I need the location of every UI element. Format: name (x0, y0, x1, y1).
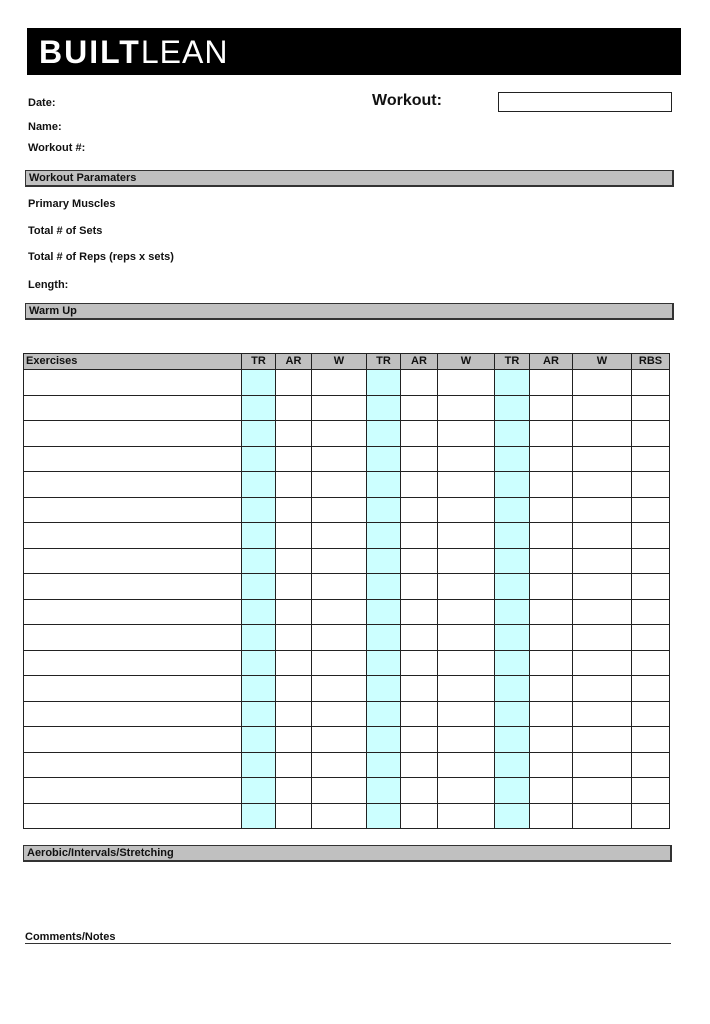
entry-cell[interactable] (401, 574, 438, 600)
exercise-table-body (24, 370, 670, 829)
entry-cell[interactable] (438, 625, 495, 651)
primary-muscles-label: Primary Muscles (28, 198, 116, 210)
entry-cell[interactable] (401, 752, 438, 778)
entry-cell[interactable] (276, 421, 312, 447)
entry-cell[interactable] (242, 472, 276, 498)
entry-cell[interactable] (367, 497, 401, 523)
entry-cell[interactable] (312, 446, 367, 472)
entry-cell[interactable] (312, 625, 367, 651)
entry-cell[interactable] (242, 701, 276, 727)
entry-cell[interactable] (401, 446, 438, 472)
table-row (24, 778, 670, 804)
entry-cell[interactable] (401, 625, 438, 651)
entry-cell[interactable] (242, 650, 276, 676)
entry-cell[interactable] (632, 472, 670, 498)
table-row (24, 701, 670, 727)
entry-cell[interactable] (367, 574, 401, 600)
entry-cell[interactable] (401, 548, 438, 574)
entry-cell[interactable] (242, 727, 276, 753)
entry-cell[interactable] (632, 446, 670, 472)
entry-cell[interactable] (401, 778, 438, 804)
table-row (24, 574, 670, 600)
entry-cell[interactable] (276, 395, 312, 421)
entry-cell[interactable] (530, 599, 573, 625)
entry-cell[interactable] (573, 548, 632, 574)
exercise-name-cell[interactable] (24, 727, 242, 753)
entry-cell[interactable] (276, 778, 312, 804)
entry-cell[interactable] (401, 727, 438, 753)
table-row (24, 676, 670, 702)
section-workout-parameters: Workout Paramaters (25, 170, 674, 187)
exercise-name-cell[interactable] (24, 523, 242, 549)
entry-cell[interactable] (495, 548, 530, 574)
entry-cell[interactable] (401, 523, 438, 549)
table-row (24, 727, 670, 753)
entry-cell[interactable] (530, 523, 573, 549)
entry-cell[interactable] (401, 803, 438, 829)
entry-cell[interactable] (367, 370, 401, 396)
entry-cell[interactable] (276, 472, 312, 498)
entry-cell[interactable] (573, 421, 632, 447)
entry-cell[interactable] (242, 574, 276, 600)
entry-cell[interactable] (573, 701, 632, 727)
table-row (24, 625, 670, 651)
entry-cell[interactable] (242, 497, 276, 523)
table-row (24, 523, 670, 549)
col-ar-2: AR (401, 354, 438, 370)
exercise-name-cell[interactable] (24, 650, 242, 676)
entry-cell[interactable] (312, 803, 367, 829)
entry-cell[interactable] (312, 574, 367, 600)
entry-cell[interactable] (530, 625, 573, 651)
entry-cell[interactable] (312, 727, 367, 753)
entry-cell[interactable] (632, 599, 670, 625)
length-label: Length: (28, 279, 69, 291)
entry-cell[interactable] (367, 625, 401, 651)
table-row (24, 497, 670, 523)
entry-cell[interactable] (276, 676, 312, 702)
col-ar-1: AR (276, 354, 312, 370)
col-ar-3: AR (530, 354, 573, 370)
entry-cell[interactable] (632, 370, 670, 396)
entry-cell[interactable] (312, 599, 367, 625)
entry-cell[interactable] (632, 676, 670, 702)
exercise-name-cell[interactable] (24, 497, 242, 523)
entry-cell[interactable] (573, 650, 632, 676)
entry-cell[interactable] (438, 803, 495, 829)
exercise-name-cell[interactable] (24, 548, 242, 574)
entry-cell[interactable] (242, 676, 276, 702)
workout-number-label: Workout #: (28, 142, 86, 154)
table-row (24, 599, 670, 625)
entry-cell[interactable] (242, 625, 276, 651)
entry-cell[interactable] (438, 472, 495, 498)
entry-cell[interactable] (367, 446, 401, 472)
entry-cell[interactable] (530, 676, 573, 702)
entry-cell[interactable] (573, 523, 632, 549)
exercise-name-cell[interactable] (24, 599, 242, 625)
exercise-name-cell[interactable] (24, 752, 242, 778)
entry-cell[interactable] (632, 701, 670, 727)
entry-cell[interactable] (438, 395, 495, 421)
entry-cell[interactable] (276, 446, 312, 472)
entry-cell[interactable] (495, 727, 530, 753)
entry-cell[interactable] (438, 599, 495, 625)
entry-cell[interactable] (632, 752, 670, 778)
entry-cell[interactable] (312, 395, 367, 421)
entry-cell[interactable] (438, 548, 495, 574)
entry-cell[interactable] (530, 497, 573, 523)
entry-cell[interactable] (276, 625, 312, 651)
entry-cell[interactable] (367, 472, 401, 498)
entry-cell[interactable] (495, 676, 530, 702)
entry-cell[interactable] (530, 650, 573, 676)
entry-cell[interactable] (495, 625, 530, 651)
entry-cell[interactable] (276, 370, 312, 396)
col-rbs: RBS (632, 354, 670, 370)
entry-cell[interactable] (632, 778, 670, 804)
entry-cell[interactable] (276, 599, 312, 625)
exercise-table (23, 353, 670, 829)
table-row (24, 370, 670, 396)
col-w-3: W (573, 354, 632, 370)
entry-cell[interactable] (632, 803, 670, 829)
entry-cell[interactable] (573, 727, 632, 753)
entry-cell[interactable] (438, 727, 495, 753)
table-row (24, 650, 670, 676)
exercise-name-cell[interactable] (24, 676, 242, 702)
entry-cell[interactable] (438, 523, 495, 549)
entry-cell[interactable] (367, 548, 401, 574)
entry-cell[interactable] (495, 446, 530, 472)
entry-cell[interactable] (530, 548, 573, 574)
entry-cell[interactable] (401, 676, 438, 702)
name-label: Name: (28, 121, 62, 133)
entry-cell[interactable] (573, 599, 632, 625)
col-tr-1: TR (242, 354, 276, 370)
entry-cell[interactable] (632, 395, 670, 421)
entry-cell[interactable] (495, 523, 530, 549)
section-warm-up: Warm Up (25, 303, 674, 320)
entry-cell[interactable] (495, 650, 530, 676)
col-exercises: Exercises (24, 354, 242, 370)
exercise-name-cell[interactable] (24, 625, 242, 651)
entry-cell[interactable] (495, 472, 530, 498)
entry-cell[interactable] (573, 574, 632, 600)
comments-label: Comments/Notes (25, 931, 116, 943)
entry-cell[interactable] (242, 778, 276, 804)
entry-cell[interactable] (276, 548, 312, 574)
entry-cell[interactable] (573, 395, 632, 421)
entry-cell[interactable] (573, 497, 632, 523)
entry-cell[interactable] (242, 395, 276, 421)
table-row (24, 548, 670, 574)
entry-cell[interactable] (530, 574, 573, 600)
entry-cell[interactable] (495, 370, 530, 396)
entry-cell[interactable] (312, 421, 367, 447)
date-label: Date: (28, 97, 56, 109)
entry-cell[interactable] (312, 752, 367, 778)
entry-cell[interactable] (632, 497, 670, 523)
entry-cell[interactable] (312, 370, 367, 396)
entry-cell[interactable] (438, 421, 495, 447)
brand-logo (39, 35, 228, 69)
entry-cell[interactable] (438, 370, 495, 396)
entry-cell[interactable] (367, 676, 401, 702)
entry-cell[interactable] (632, 421, 670, 447)
entry-cell[interactable] (312, 650, 367, 676)
entry-cell[interactable] (530, 701, 573, 727)
entry-cell[interactable] (242, 370, 276, 396)
entry-cell[interactable] (401, 370, 438, 396)
entry-cell[interactable] (573, 625, 632, 651)
entry-cell[interactable] (530, 446, 573, 472)
entry-cell[interactable] (242, 599, 276, 625)
table-row (24, 395, 670, 421)
entry-cell[interactable] (276, 650, 312, 676)
exercise-name-cell[interactable] (24, 701, 242, 727)
exercise-name-cell[interactable] (24, 778, 242, 804)
entry-cell[interactable] (495, 752, 530, 778)
exercise-name-cell[interactable] (24, 472, 242, 498)
entry-cell[interactable] (530, 395, 573, 421)
entry-cell[interactable] (495, 778, 530, 804)
brand-logo-light: LEAN (140, 34, 229, 70)
workout-label: Workout: (372, 92, 442, 109)
entry-cell[interactable] (367, 599, 401, 625)
col-w-1: W (312, 354, 367, 370)
entry-cell[interactable] (530, 727, 573, 753)
entry-cell[interactable] (495, 574, 530, 600)
entry-cell[interactable] (242, 803, 276, 829)
entry-cell[interactable] (438, 574, 495, 600)
total-sets-label: Total # of Sets (28, 225, 103, 237)
entry-cell[interactable] (438, 778, 495, 804)
brand-banner (27, 28, 681, 75)
table-row (24, 803, 670, 829)
entry-cell[interactable] (573, 446, 632, 472)
entry-cell[interactable] (367, 727, 401, 753)
entry-cell[interactable] (276, 727, 312, 753)
entry-cell[interactable] (401, 701, 438, 727)
entry-cell[interactable] (401, 472, 438, 498)
entry-cell[interactable] (276, 523, 312, 549)
entry-cell[interactable] (438, 676, 495, 702)
entry-cell[interactable] (530, 778, 573, 804)
entry-cell[interactable] (242, 523, 276, 549)
entry-cell[interactable] (632, 574, 670, 600)
entry-cell[interactable] (276, 803, 312, 829)
entry-cell[interactable] (242, 548, 276, 574)
entry-cell[interactable] (312, 523, 367, 549)
entry-cell[interactable] (367, 778, 401, 804)
entry-cell[interactable] (573, 676, 632, 702)
entry-cell[interactable] (573, 803, 632, 829)
entry-cell[interactable] (312, 778, 367, 804)
entry-cell[interactable] (632, 625, 670, 651)
entry-cell[interactable] (367, 803, 401, 829)
table-row (24, 752, 670, 778)
entry-cell[interactable] (367, 395, 401, 421)
col-tr-2: TR (367, 354, 401, 370)
entry-cell[interactable] (312, 497, 367, 523)
workout-input[interactable] (498, 92, 672, 112)
entry-cell[interactable] (312, 548, 367, 574)
entry-cell[interactable] (276, 752, 312, 778)
table-row (24, 421, 670, 447)
col-w-2: W (438, 354, 495, 370)
entry-cell[interactable] (312, 472, 367, 498)
entry-cell[interactable] (401, 421, 438, 447)
entry-cell[interactable] (438, 446, 495, 472)
entry-cell[interactable] (530, 752, 573, 778)
exercise-name-cell[interactable] (24, 370, 242, 396)
table-row (24, 472, 670, 498)
entry-cell[interactable] (530, 803, 573, 829)
entry-cell[interactable] (573, 472, 632, 498)
exercise-name-cell[interactable] (24, 803, 242, 829)
entry-cell[interactable] (530, 421, 573, 447)
comments-line (25, 943, 671, 944)
entry-cell[interactable] (438, 701, 495, 727)
entry-cell[interactable] (495, 803, 530, 829)
entry-cell[interactable] (438, 752, 495, 778)
total-reps-label: Total # of Reps (reps x sets) (28, 251, 174, 263)
entry-cell[interactable] (438, 650, 495, 676)
section-aerobic: Aerobic/Intervals/Stretching (23, 845, 672, 862)
entry-cell[interactable] (632, 548, 670, 574)
entry-cell[interactable] (367, 421, 401, 447)
entry-cell[interactable] (632, 727, 670, 753)
entry-cell[interactable] (242, 421, 276, 447)
entry-cell[interactable] (632, 650, 670, 676)
col-tr-3: TR (495, 354, 530, 370)
entry-cell[interactable] (495, 421, 530, 447)
entry-cell[interactable] (312, 701, 367, 727)
entry-cell[interactable] (495, 701, 530, 727)
entry-cell[interactable] (495, 395, 530, 421)
entry-cell[interactable] (242, 446, 276, 472)
entry-cell[interactable] (530, 370, 573, 396)
entry-cell[interactable] (242, 752, 276, 778)
exercise-name-cell[interactable] (24, 421, 242, 447)
exercise-name-cell[interactable] (24, 395, 242, 421)
entry-cell[interactable] (495, 497, 530, 523)
table-row (24, 446, 670, 472)
entry-cell[interactable] (495, 599, 530, 625)
entry-cell[interactable] (367, 752, 401, 778)
entry-cell[interactable] (401, 599, 438, 625)
entry-cell[interactable] (632, 523, 670, 549)
entry-cell[interactable] (276, 497, 312, 523)
entry-cell[interactable] (530, 472, 573, 498)
entry-cell[interactable] (367, 701, 401, 727)
entry-cell[interactable] (573, 778, 632, 804)
entry-cell[interactable] (276, 701, 312, 727)
entry-cell[interactable] (312, 676, 367, 702)
entry-cell[interactable] (401, 650, 438, 676)
entry-cell[interactable] (438, 497, 495, 523)
entry-cell[interactable] (401, 395, 438, 421)
entry-cell[interactable] (573, 370, 632, 396)
brand-logo-bold: BUILT (39, 34, 141, 70)
exercise-name-cell[interactable] (24, 574, 242, 600)
exercise-name-cell[interactable] (24, 446, 242, 472)
entry-cell[interactable] (276, 574, 312, 600)
table-header-row (24, 354, 670, 370)
entry-cell[interactable] (367, 650, 401, 676)
entry-cell[interactable] (573, 752, 632, 778)
entry-cell[interactable] (367, 523, 401, 549)
entry-cell[interactable] (401, 497, 438, 523)
